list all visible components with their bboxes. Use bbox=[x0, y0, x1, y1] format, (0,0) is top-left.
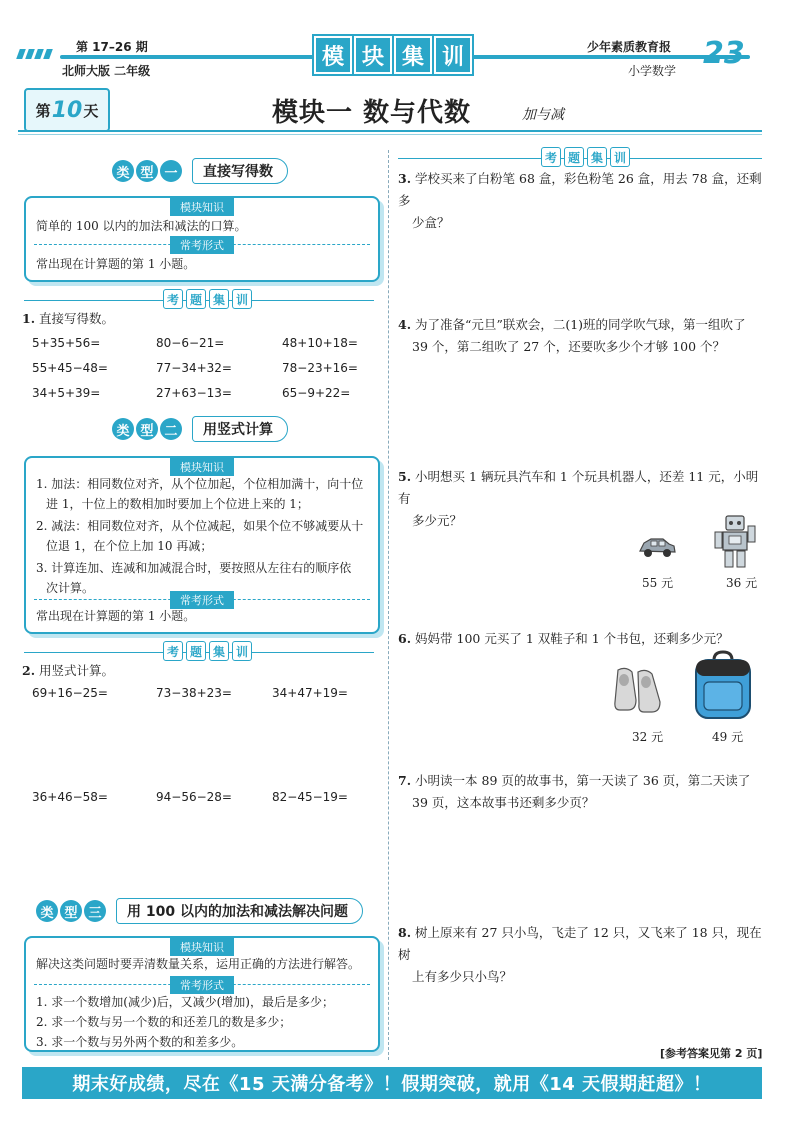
toy-robot-icon bbox=[712, 512, 758, 572]
column-badge bbox=[308, 36, 478, 76]
equation: 65−9+22= bbox=[282, 386, 351, 400]
equation: 5+35+56= bbox=[32, 336, 101, 350]
section-label: 考 题 集 训 bbox=[163, 289, 252, 309]
equation: 34+47+19= bbox=[272, 686, 348, 700]
module-topic: 加与减 bbox=[522, 107, 564, 123]
knowledge-box: 模块知识 1. 加法：相同数位对齐，从个位加起，个位相加满十，向十位 进 1，十位上的数相加时要加上个位进上来的 1； 2. 减法：相同数位对齐，从个位减起，如果个位不够减要从十 位退 1，在个位上加 10 再减； 3. 计算连加、连减和加减混合时，要按照从左往右的顺序依 次计算。 常考形式 常出现在计算题的第 1 小题。 bbox=[24, 456, 380, 634]
question-6: 6. 妈妈带 100 元买了 1 双鞋子和 1 个书包，还剩多少元？ bbox=[398, 631, 729, 646]
question-2: 2. 用竖式计算。 bbox=[22, 663, 115, 678]
type-title: 用竖式计算 bbox=[192, 416, 288, 442]
form-tag: 常考形式 bbox=[170, 236, 234, 254]
question-3: 3. 学校买来了白粉笔 68 盒，彩色粉笔 26 盒，用去 78 盒，还剩多 少盒？ bbox=[398, 171, 762, 230]
question-1: 1. 直接写得数。 bbox=[22, 311, 115, 326]
paper-name: 少年素质教育报 bbox=[587, 40, 672, 54]
answer-reference: [参考答案见第 2 页] bbox=[660, 1047, 763, 1060]
title-rule bbox=[18, 130, 762, 132]
equation: 34+5+39= bbox=[32, 386, 101, 400]
type-title: 直接写得数 bbox=[192, 158, 288, 184]
page-number: 23 bbox=[703, 36, 745, 71]
form-tag: 常考形式 bbox=[170, 591, 234, 609]
knowledge-text: 解决这类问题时要弄清数量关系，运用正确的方法进行解答。 bbox=[36, 957, 361, 971]
type-header: 类 型 一 直接写得数 bbox=[112, 158, 288, 184]
badge-char: 块 bbox=[354, 36, 392, 74]
equation: 55+45−48= bbox=[32, 361, 108, 375]
type-header: 类 型 三 用 100 以内的加法和减法解决问题 bbox=[36, 898, 363, 924]
section-label: 考 题 集 训 bbox=[541, 147, 630, 167]
backpack-icon bbox=[690, 650, 756, 722]
header-stripes bbox=[18, 48, 58, 58]
equation: 36+46−58= bbox=[32, 790, 108, 804]
equation: 80−6−21= bbox=[156, 336, 225, 350]
day-badge: 第 10 天 bbox=[24, 88, 110, 132]
shoes-price: 32 元 bbox=[632, 730, 664, 744]
equation: 73−38+23= bbox=[156, 686, 232, 700]
car-price: 55 元 bbox=[642, 576, 674, 590]
knowledge-tag: 模块知识 bbox=[170, 938, 234, 956]
form-text: 常出现在计算题的第 1 小题。 bbox=[36, 257, 196, 271]
module-title: 模块一 数与代数 bbox=[272, 98, 472, 128]
badge-char: 模 bbox=[314, 36, 352, 74]
knowledge-tag: 模块知识 bbox=[170, 458, 234, 476]
section-label: 考 题 集 训 bbox=[163, 641, 252, 661]
knowledge-tag: 模块知识 bbox=[170, 198, 234, 216]
equation: 94−56−28= bbox=[156, 790, 232, 804]
type-header: 类 型 二 用竖式计算 bbox=[112, 416, 288, 442]
edition-label: 北师大版 二年级 bbox=[62, 64, 151, 78]
knowledge-text: 简单的 100 以内的加法和减法的口算。 bbox=[36, 219, 247, 233]
equation: 77−34+32= bbox=[156, 361, 232, 375]
title-rule bbox=[18, 134, 762, 135]
equation: 82−45−19= bbox=[272, 790, 348, 804]
robot-price: 36 元 bbox=[726, 576, 758, 590]
badge-char: 训 bbox=[434, 36, 472, 74]
question-8: 8. 树上原来有 27 只小鸟，飞走了 12 只，又飞来了 18 只，现在树 上有多少只小鸟？ bbox=[398, 925, 762, 984]
equation: 27+63−13= bbox=[156, 386, 232, 400]
equation: 48+10+18= bbox=[282, 336, 358, 350]
question-7: 7. 小明读一本 89 页的故事书，第一天读了 36 页，第二天读了 39 页，这本故事书还剩多少页？ bbox=[398, 773, 751, 810]
question-5: 5. 小明想买 1 辆玩具汽车和 1 个玩具机器人，还差 11 元，小明有 多少元？ bbox=[398, 469, 759, 528]
type-title: 用 100 以内的加法和减法解决问题 bbox=[116, 898, 363, 924]
badge-char: 集 bbox=[394, 36, 432, 74]
page-header bbox=[0, 0, 800, 92]
equation: 69+16−25= bbox=[32, 686, 108, 700]
shoes-icon bbox=[612, 664, 666, 716]
knowledge-box bbox=[24, 196, 380, 282]
question-4: 4. 为了准备“元旦”联欢会，二(1)班的同学吹气球，第一组吹了 39 个，第二组吹了 27 个，还要吹多少个才够 100 个？ bbox=[398, 317, 746, 354]
toy-car-icon bbox=[636, 534, 678, 560]
knowledge-box: 模块知识 解决这类问题时要弄清数量关系，运用正确的方法进行解答。 常考形式 1. 求一个数增加(减少)后，又减少(增加)，最后是多少； 2. 求一个数与另一个数的和还差几的数是多少； 3. 求一个数与另外两个数的和差多少。 bbox=[24, 936, 380, 1052]
column-divider bbox=[388, 150, 389, 1060]
form-tag: 常考形式 bbox=[170, 976, 234, 994]
footer-banner: 期末好成绩，尽在《15 天满分备考》！假期突破，就用《14 天假期赶超》！ bbox=[22, 1067, 762, 1099]
issue-number: 第 17–26 期 bbox=[76, 40, 148, 54]
backpack-price: 49 元 bbox=[712, 730, 744, 744]
equation: 78−23+16= bbox=[282, 361, 358, 375]
subject-label: 小学数学 bbox=[628, 64, 677, 78]
form-text: 常出现在计算题的第 1 小题。 bbox=[36, 609, 196, 623]
